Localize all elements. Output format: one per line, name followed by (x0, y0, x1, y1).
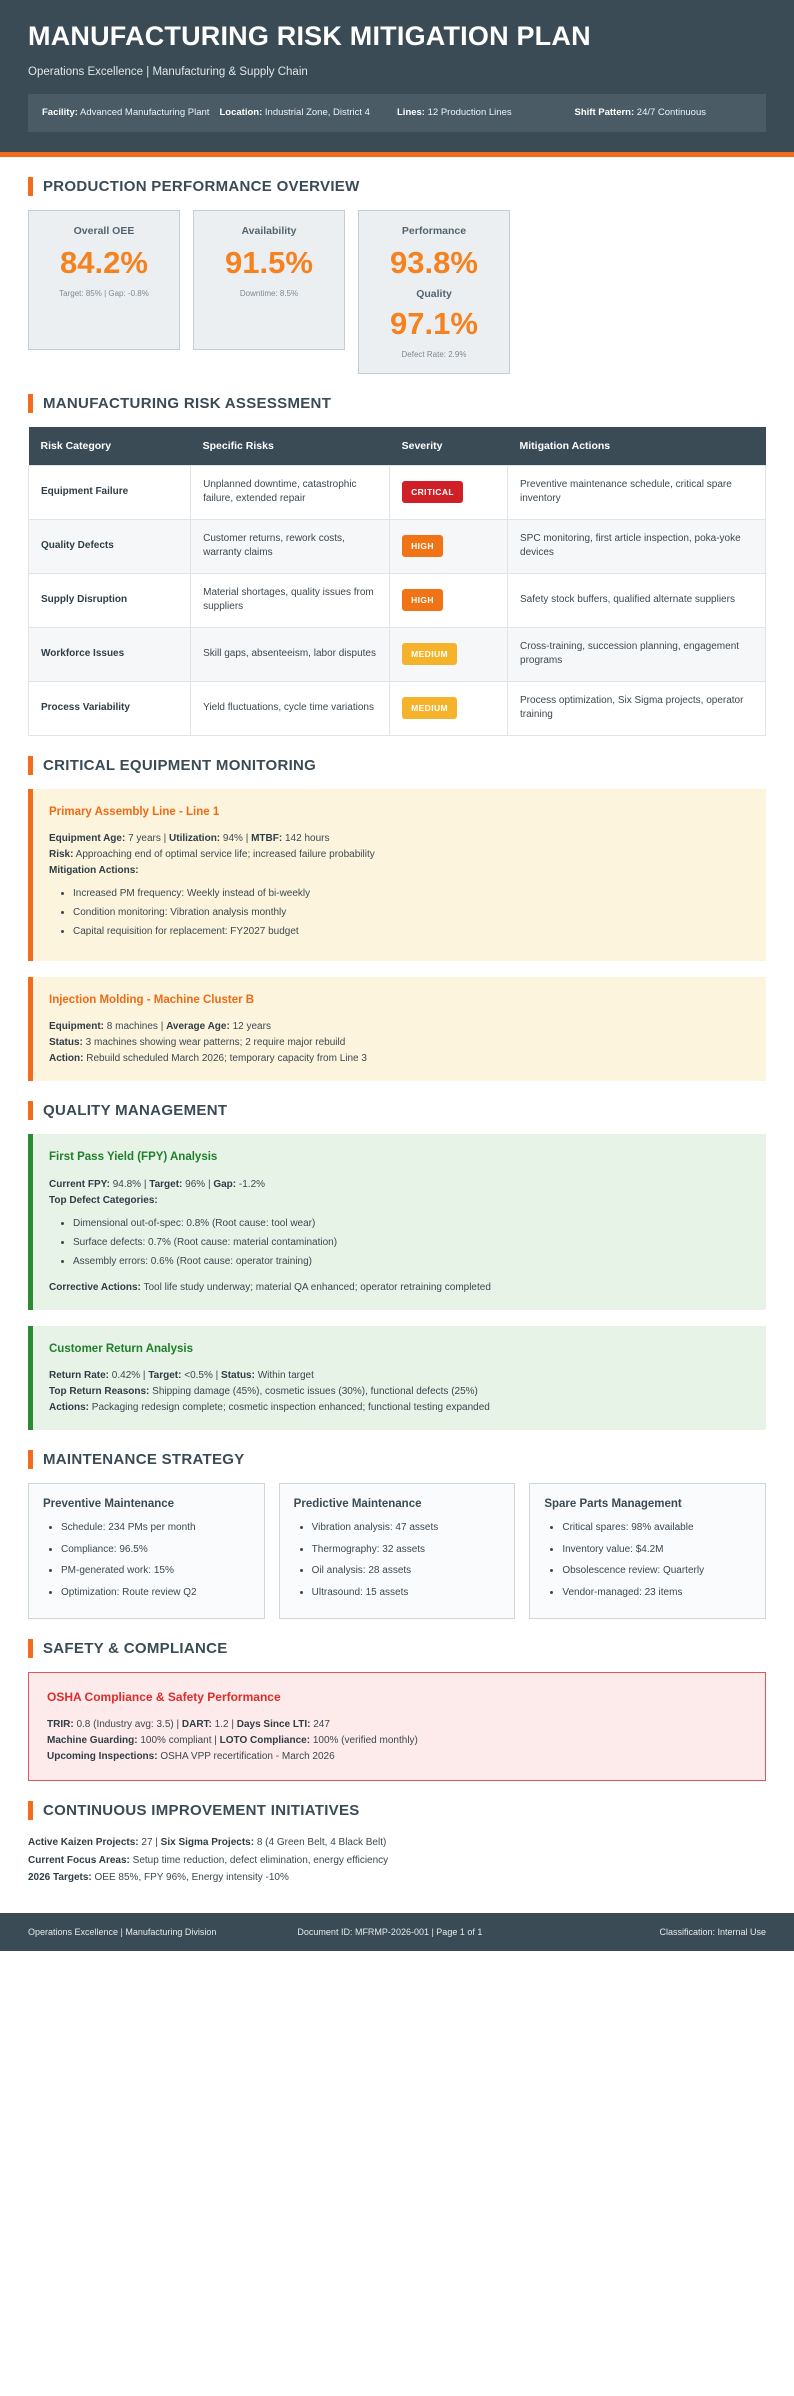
label-return-target: Target: (148, 1370, 182, 1382)
label-upcoming-inspections: Upcoming Inspections: (47, 1751, 158, 1763)
fpy-defect-list (49, 1216, 750, 1270)
kpi-label-quality: Quality (416, 287, 452, 300)
cell-specific-risks: Skill gaps, absenteeism, labor disputes (191, 627, 390, 681)
list-item: • Vendor-managed: 23 items (562, 1585, 751, 1602)
list-item: • PM-generated work: 15% (61, 1563, 250, 1580)
cell-mitigation: Process optimization, Six Sigma projects, operator training (508, 681, 766, 735)
section-heading-maintenance (28, 1450, 766, 1469)
label-return-status: Status: (221, 1370, 255, 1382)
safety-metrics-row (47, 1717, 747, 1733)
label-return-actions: Actions: (49, 1402, 89, 1414)
meta-value-facility: Advanced Manufacturing Plant (80, 106, 210, 118)
cluster-b-equipment (49, 1019, 750, 1035)
cell-risk-category: Process Variability (29, 681, 191, 735)
list-item: • Condition monitoring: Vibration analysis monthly (73, 905, 750, 921)
returns-rate (49, 1368, 750, 1384)
maintenance-card-preventive-list (43, 1520, 250, 1601)
value-risk: Approaching end of optimal service life; increased failure probability (73, 848, 375, 860)
kpi-value-performance: 93.8% (390, 244, 478, 280)
kpi-label-availability: Availability (241, 224, 297, 237)
value-2026-targets: OEE 85%, FPY 96%, Energy intensity -10% (91, 1872, 289, 1884)
label-top-defect-categories: Top Defect Categories: (49, 1194, 158, 1206)
fpy-stats (49, 1177, 750, 1193)
label-action: Action: (49, 1053, 84, 1065)
label-six-sigma: Six Sigma Projects: (160, 1837, 255, 1849)
page-subtitle: Operations Excellence | Manufacturing & Supply Chain (28, 65, 308, 78)
cell-risk-category: Equipment Failure (29, 465, 191, 519)
maintenance-card-preventive-title: Preventive Maintenance (43, 1498, 175, 1511)
safety-compliance-title: OSHA Compliance & Safety Performance (47, 1690, 281, 1705)
value-top-return-reasons: Shipping damage (45%), cosmetic issues (30%), functional defects (25%) (149, 1386, 478, 1398)
cell-severity (390, 681, 508, 735)
section-heading-performance (28, 177, 766, 196)
column-header-mitigation-actions: Mitigation Actions (508, 427, 766, 466)
maintenance-card-predictive-list (294, 1520, 501, 1601)
list-item: • Oil analysis: 28 assets (312, 1563, 501, 1580)
document-header (0, 0, 794, 157)
section-heading-equipment-label: CRITICAL EQUIPMENT MONITORING (43, 756, 317, 774)
table-row (29, 465, 766, 519)
continuous-improvement-block (28, 1834, 766, 1887)
label-mitigation-actions: Mitigation Actions: (49, 864, 139, 876)
maintenance-card-spare-parts-list (544, 1520, 751, 1601)
kpi-label-oee: Overall OEE (73, 224, 135, 237)
list-item: • Capital requisition for replacement: FY2027 budget (73, 924, 750, 940)
document-body (0, 157, 794, 1913)
list-item: • Thermography: 32 assets (312, 1542, 501, 1559)
label-corrective-actions: Corrective Actions: (49, 1281, 141, 1293)
value-return-status: Within target (254, 1370, 314, 1382)
section-accent-bar (28, 756, 33, 775)
cell-mitigation: Safety stock buffers, qualified alternate suppliers (508, 573, 766, 627)
label-return-rate: Return Rate: (49, 1370, 110, 1382)
cell-severity (390, 627, 508, 681)
table-header-row (29, 427, 766, 466)
improvement-targets-row (28, 1869, 766, 1887)
section-accent-bar (28, 394, 33, 413)
table-row (29, 627, 766, 681)
table-row (29, 681, 766, 735)
cell-mitigation: SPC monitoring, first article inspection, poka-yoke devices (508, 519, 766, 573)
value-status: 3 machines showing wear patterns; 2 require major rebuild (82, 1037, 346, 1049)
footer-document-id: Document ID: MFRMP-2026-001 | Page 1 of 1 (297, 1926, 483, 1937)
label-fpy-target: Target: (149, 1178, 183, 1190)
fpy-corrective (49, 1280, 750, 1296)
value-dart: 1.2 | (211, 1719, 237, 1731)
fpy-defects-label (49, 1193, 750, 1209)
document-footer (0, 1913, 794, 1951)
value-equipment: 8 machines | (104, 1021, 167, 1033)
label-machine-guarding: Machine Guarding: (47, 1735, 138, 1747)
safety-inspections-row (47, 1749, 747, 1765)
section-heading-equipment (28, 756, 766, 775)
section-heading-safety-label: SAFETY & COMPLIANCE (43, 1640, 228, 1658)
section-accent-bar (28, 1801, 33, 1820)
label-current-fpy: Current FPY: (49, 1178, 110, 1190)
value-days-since-lti: 247 (310, 1719, 330, 1731)
safety-compliance-box (28, 1672, 766, 1781)
kpi-value-availability: 91.5% (225, 244, 313, 280)
value-return-actions: Packaging redesign complete; cosmetic inspection enhanced; functional testing expanded (89, 1402, 490, 1414)
value-utilization: 94% | (220, 832, 252, 844)
safety-guarding-row (47, 1733, 747, 1749)
footer-classification: Classification: Internal Use (659, 1926, 766, 1937)
section-heading-risk-label: MANUFACTURING RISK ASSESSMENT (43, 394, 332, 412)
kpi-sub-quality: Defect Rate: 2.9% (401, 349, 467, 359)
status-badge: HIGH (402, 589, 443, 611)
value-active-kaizen: 27 | (138, 1837, 161, 1849)
header-meta-bar (28, 94, 766, 132)
value-corrective-actions: Tool life study underway; material QA enhanced; operator retraining completed (140, 1281, 491, 1293)
label-equipment: Equipment: (49, 1021, 104, 1033)
returns-reasons (49, 1384, 750, 1400)
kpi-sub-availability: Downtime: 8.5% (239, 288, 299, 298)
footer-left-text: Operations Excellence | Manufacturing Division (28, 1926, 217, 1937)
kpi-sub-oee: Target: 85% | Gap: -0.8% (59, 288, 149, 298)
value-fpy-target: 96% | (182, 1178, 214, 1190)
maintenance-card-spare-parts-title: Spare Parts Management (544, 1498, 682, 1511)
section-heading-safety (28, 1639, 766, 1658)
status-badge: MEDIUM (402, 697, 457, 719)
maintenance-card-predictive-title: Predictive Maintenance (293, 1498, 422, 1511)
list-item: • Dimensional out-of-spec: 0.8% (Root cause: tool wear) (73, 1216, 750, 1232)
cell-risk-category: Supply Disruption (29, 573, 191, 627)
section-heading-risk (28, 394, 766, 413)
cell-risk-category: Quality Defects (29, 519, 191, 573)
meta-label-shift: Shift Pattern: (574, 106, 635, 118)
value-fpy-gap: -1.2% (236, 1178, 266, 1190)
label-top-return-reasons: Top Return Reasons: (49, 1386, 150, 1398)
meta-label-facility: Facility: (42, 106, 78, 118)
maintenance-card-row (28, 1483, 766, 1619)
cluster-b-action (49, 1051, 750, 1067)
equipment-line1-actions-label (49, 863, 750, 879)
value-equipment-age: 7 years | (125, 832, 170, 844)
column-header-specific-risks: Specific Risks (191, 427, 390, 466)
label-equipment-age: Equipment Age: (49, 832, 126, 844)
label-days-since-lti: Days Since LTI: (236, 1719, 311, 1731)
equipment-alert-cluster-b-title: Injection Molding - Machine Cluster B (49, 993, 255, 1006)
kpi-label-performance: Performance (401, 224, 467, 237)
list-item: • Critical spares: 98% available (562, 1520, 751, 1537)
cell-specific-risks: Yield fluctuations, cycle time variations (191, 681, 390, 735)
cell-risk-category: Workforce Issues (29, 627, 191, 681)
value-trir: 0.8 (Industry avg: 3.5) | (73, 1719, 182, 1731)
label-mtbf: MTBF: (251, 832, 283, 844)
equipment-alert-line1-title: Primary Assembly Line - Line 1 (49, 805, 220, 818)
label-utilization: Utilization: (169, 832, 221, 844)
column-header-risk-category: Risk Category (29, 427, 191, 466)
label-loto-compliance: LOTO Compliance: (219, 1735, 311, 1747)
meta-value-lines: 12 Production Lines (427, 106, 512, 118)
section-heading-quality (28, 1101, 766, 1120)
value-loto-compliance: 100% (verified monthly) (310, 1735, 418, 1747)
section-accent-bar (28, 177, 33, 196)
list-item: • Ultrasound: 15 assets (312, 1585, 501, 1602)
section-heading-improvement-label: CONTINUOUS IMPROVEMENT INITIATIVES (43, 1802, 360, 1820)
list-item: • Vibration analysis: 47 assets (312, 1520, 501, 1537)
cell-severity (390, 519, 508, 573)
maintenance-card-preventive (28, 1483, 265, 1619)
page-title: MANUFACTURING RISK MITIGATION PLAN (28, 21, 591, 51)
label-average-age: Average Age: (166, 1021, 230, 1033)
list-item: • Obsolescence review: Quarterly (562, 1563, 751, 1580)
kpi-value-oee: 84.2% (60, 244, 148, 280)
kpi-card-performance-quality (358, 210, 510, 374)
improvement-focus-row (28, 1852, 766, 1870)
meta-item-shift (575, 106, 753, 120)
list-item: • Surface defects: 0.7% (Root cause: material contamination) (73, 1235, 750, 1251)
equipment-alert-line1 (28, 789, 766, 961)
quality-box-fpy-title: First Pass Yield (FPY) Analysis (49, 1151, 218, 1164)
returns-actions (49, 1400, 750, 1416)
section-accent-bar (28, 1450, 33, 1469)
equipment-line1-stats (49, 831, 750, 847)
label-risk: Risk: (49, 848, 74, 860)
kpi-value-quality: 97.1% (390, 305, 478, 341)
status-badge: CRITICAL (402, 481, 463, 503)
equipment-alert-cluster-b (28, 977, 766, 1081)
status-badge: MEDIUM (402, 643, 457, 665)
section-heading-performance-label: PRODUCTION PERFORMANCE OVERVIEW (43, 177, 360, 195)
equipment-line1-action-list (49, 886, 750, 940)
value-average-age: 12 years (229, 1021, 271, 1033)
list-item: • Assembly errors: 0.6% (Root cause: operator training) (73, 1254, 750, 1270)
cell-mitigation: Cross-training, succession planning, engagement programs (508, 627, 766, 681)
section-accent-bar (28, 1639, 33, 1658)
list-item: • Inventory value: $4.2M (562, 1542, 751, 1559)
equipment-line1-risk (49, 847, 750, 863)
meta-value-location: Industrial Zone, District 4 (264, 106, 370, 118)
status-badge: HIGH (402, 535, 443, 557)
list-item: • Increased PM frequency: Weekly instead of bi-weekly (73, 886, 750, 902)
meta-item-location (220, 106, 398, 120)
list-item: • Schedule: 234 PMs per month (61, 1520, 250, 1537)
maintenance-card-spare-parts (529, 1483, 766, 1619)
risk-assessment-table (28, 427, 766, 736)
section-heading-improvement (28, 1801, 766, 1820)
value-machine-guarding: 100% compliant | (137, 1735, 220, 1747)
cell-severity (390, 465, 508, 519)
cell-mitigation: Preventive maintenance schedule, critical spare inventory (508, 465, 766, 519)
list-item: • Optimization: Route review Q2 (61, 1585, 250, 1602)
label-active-kaizen: Active Kaizen Projects: (28, 1837, 139, 1849)
label-status: Status: (49, 1037, 83, 1049)
cell-specific-risks: Unplanned downtime, catastrophic failure, extended repair (191, 465, 390, 519)
kpi-card-oee (28, 210, 180, 350)
label-fpy-gap: Gap: (213, 1178, 237, 1190)
label-trir: TRIR: (47, 1719, 74, 1731)
list-item: • Compliance: 96.5% (61, 1542, 250, 1559)
improvement-projects-row (28, 1834, 766, 1852)
quality-box-fpy (28, 1134, 766, 1309)
maintenance-card-predictive (279, 1483, 516, 1619)
section-accent-bar (28, 1101, 33, 1120)
value-current-fpy: 94.8% | (109, 1178, 150, 1190)
meta-label-location: Location: (219, 106, 263, 118)
kpi-row (28, 210, 766, 374)
label-2026-targets: 2026 Targets: (28, 1872, 92, 1884)
value-return-rate: 0.42% | (109, 1370, 149, 1382)
quality-box-returns-title: Customer Return Analysis (49, 1342, 193, 1355)
value-current-focus: Setup time reduction, defect elimination, energy efficiency (129, 1854, 389, 1866)
quality-box-returns (28, 1326, 766, 1430)
meta-item-lines (397, 106, 575, 120)
value-return-target: <0.5% | (181, 1370, 222, 1382)
section-heading-maintenance-label: MAINTENANCE STRATEGY (43, 1451, 245, 1469)
value-six-sigma: 8 (4 Green Belt, 4 Black Belt) (254, 1837, 387, 1849)
column-header-severity: Severity (390, 427, 508, 466)
value-mtbf: 142 hours (282, 832, 330, 844)
label-current-focus: Current Focus Areas: (28, 1854, 130, 1866)
table-row (29, 573, 766, 627)
value-upcoming-inspections: OSHA VPP recertification - March 2026 (157, 1751, 335, 1763)
meta-item-facility (42, 106, 220, 120)
cluster-b-status (49, 1035, 750, 1051)
section-heading-quality-label: QUALITY MANAGEMENT (43, 1102, 228, 1120)
meta-label-lines: Lines: (397, 106, 425, 118)
kpi-card-availability (193, 210, 345, 350)
cell-specific-risks: Customer returns, rework costs, warranty claims (191, 519, 390, 573)
meta-value-shift: 24/7 Continuous (636, 106, 706, 118)
cell-severity (390, 573, 508, 627)
label-dart: DART: (181, 1719, 212, 1731)
value-action: Rebuild scheduled March 2026; temporary capacity from Line 3 (83, 1053, 367, 1065)
cell-specific-risks: Material shortages, quality issues from suppliers (191, 573, 390, 627)
table-row (29, 519, 766, 573)
